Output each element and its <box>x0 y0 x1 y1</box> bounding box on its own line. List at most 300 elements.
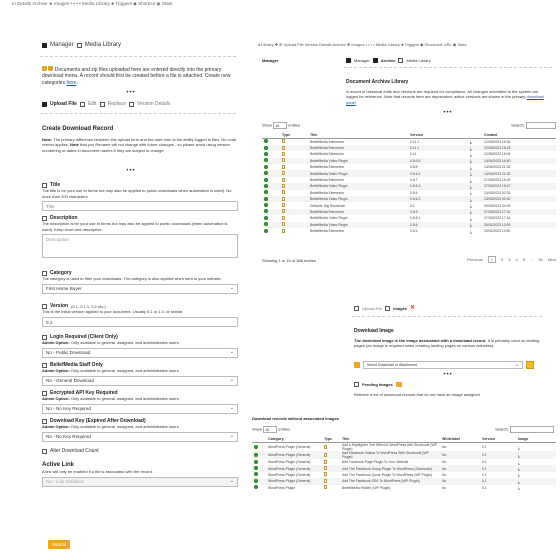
chevron-down-icon: ⌄ <box>229 433 234 440</box>
status-cell <box>262 228 280 234</box>
status-dot-icon <box>264 216 268 220</box>
pager-page[interactable]: 2 <box>501 257 504 262</box>
tab-images[interactable]: Images <box>393 306 408 311</box>
version-cell: 0.8.6.3 <box>408 183 468 189</box>
separator-dots: ••• <box>443 372 453 378</box>
title-cell[interactable]: BeliefMedia Video Plugin <box>308 158 408 164</box>
download-icon[interactable]: ⤓ <box>518 466 520 472</box>
type-cell <box>280 228 308 234</box>
version-cell: 0.8.6.1 <box>410 216 421 221</box>
version-cell: 0.8.6.4 <box>408 170 468 176</box>
archive-summary: Showing 1 to 15 of 388 entries <box>262 258 317 263</box>
title-label: Title <box>50 182 61 188</box>
status-dot-icon <box>264 146 268 150</box>
whitelabel-cell: No <box>442 485 447 490</box>
entries-select[interactable]: 16 <box>273 122 287 129</box>
version-label: Version <box>50 303 69 309</box>
whitelabel-cell: No <box>440 478 480 484</box>
created-cell: 07/03/2023 17:16 <box>484 216 511 221</box>
no-image-table-wrap <box>252 436 556 491</box>
title-cell[interactable]: BeliefMedia Elementor <box>310 190 345 195</box>
download-select[interactable]: Select Download or Attachment ⌄ <box>363 361 523 369</box>
separator-dots: ••• <box>126 90 136 96</box>
download-icon[interactable]: ⤓ <box>470 209 472 215</box>
search-input[interactable] <box>526 122 556 129</box>
column-header[interactable]: Created <box>482 132 556 139</box>
version-cell: 0.1 <box>480 451 516 459</box>
type-cell <box>322 451 340 459</box>
version-cell: 0.1 <box>480 465 516 471</box>
archive-title: Document Archive Library <box>346 79 409 85</box>
description-desc: The description is for your use in forms but may also be applied to public downloads (when automation is used). Keep short and descriptive. <box>42 221 228 232</box>
tab-version-details[interactable]: Version Details <box>136 101 171 107</box>
created-cell: 12/05/2023 16:34 <box>484 139 511 144</box>
download-icon[interactable]: ⤓ <box>470 228 472 234</box>
title-cell[interactable]: BeliefMedia Elementor <box>308 145 408 151</box>
archive-table-wrap <box>262 132 556 234</box>
column-header[interactable]: Version <box>480 436 516 443</box>
version-cell: 0.11 <box>410 152 417 157</box>
created-cell: 12/05/2023 16:18 <box>482 145 556 151</box>
created-cell: 14/04/2023 16:40 <box>482 158 556 164</box>
file-icon <box>324 445 327 449</box>
file-icon <box>324 472 327 476</box>
download-icon[interactable]: ⤓ <box>518 452 520 458</box>
upload-tabs <box>42 101 242 107</box>
title-plus-icon <box>42 183 47 188</box>
version-cell: 0.8.6.2 <box>408 196 468 202</box>
replace-icon <box>100 102 105 107</box>
type-cell <box>322 443 340 452</box>
pager-page[interactable]: 4 <box>515 257 518 262</box>
download-icon[interactable]: ⤓ <box>470 145 472 151</box>
download-image-desc: The download image is the image associated with a download record. It is primarily used on landing pages (an image is required when creating landing pages on various websites). <box>354 338 540 349</box>
image-icon <box>354 362 360 368</box>
chevron-down-icon: ⌄ <box>229 349 234 356</box>
pager-page[interactable]: 26 <box>538 257 543 262</box>
manager-icon <box>42 43 47 48</box>
notice-link[interactable]: here <box>66 79 77 86</box>
version-cell: 0.8.8 <box>410 165 418 170</box>
file-icon <box>282 165 285 169</box>
status-dot-icon <box>254 453 258 457</box>
title-input[interactable]: Title <box>42 201 238 211</box>
category-select[interactable]: First Home Buyer ⌄ <box>42 284 238 294</box>
manager-nav <box>42 42 242 49</box>
download-select-row <box>354 361 542 369</box>
media-library-icon <box>77 43 82 48</box>
category-cell: WordPress Plugin (General) <box>266 451 322 459</box>
download-icon[interactable]: ⤓ <box>470 222 472 228</box>
category-cell: WordPress Plugin (General) <box>266 465 322 471</box>
entries-select[interactable]: 16 <box>263 426 277 433</box>
login-select[interactable]: No - Public Download ⌄ <box>42 348 238 358</box>
chevron-down-icon: ⌄ <box>229 405 234 412</box>
created-cell: 20/01/2023 13:50 <box>484 229 511 234</box>
pending-desc: Retrieve a list of download records that do not have an image assigned. <box>354 392 481 397</box>
status-cell <box>252 443 266 452</box>
version-cell: 0.1 <box>482 445 487 449</box>
created-cell: 27/03/2023 15:47 <box>482 183 556 189</box>
created-cell: 12/05/2023 16:04 <box>484 152 511 157</box>
upload-icon <box>42 102 47 107</box>
type-cell <box>322 485 340 491</box>
active-link-section <box>42 462 238 487</box>
form-title: Create Download Record <box>42 126 114 132</box>
status-dot-icon <box>264 171 268 175</box>
category-cell: WordPress Plugin (General) <box>268 445 311 449</box>
divider <box>352 316 542 317</box>
pager-page: ... <box>529 257 534 262</box>
select-go-button[interactable] <box>526 361 534 369</box>
category-section <box>42 270 238 294</box>
file-icon <box>282 216 285 220</box>
version-cell: 0.11.1 <box>408 145 468 151</box>
expire-label: Download Key (Expired After Download) <box>50 418 146 424</box>
login-section: Login Required (Client Only) Admin Option: Only available to general, assigned, and administrative users. No - Public Download ⌄ <box>42 334 238 358</box>
staff-plus-icon <box>42 363 47 368</box>
version-cell: 0.8.6 <box>408 222 468 228</box>
version-cell: 0.1 <box>482 472 487 477</box>
title-cell[interactable]: BeliefMedia Elementor <box>310 139 345 144</box>
folder-icon-2 <box>48 66 53 71</box>
title-cell[interactable]: BeliefMedia Elementor <box>308 209 408 215</box>
pending-row <box>354 382 402 387</box>
column-header[interactable]: Type <box>280 132 308 139</box>
form-note: Note: The primary difference between this upload form and the user form is the ability logged in files. No code restrict applies. Note that you Rename will not change with future changes - so please avoid using version numbering or dates in document names if they are subject to change. <box>42 137 237 153</box>
nav-media-library[interactable]: Media Library <box>406 58 431 63</box>
divider <box>344 67 552 68</box>
description-label: Description <box>50 215 78 221</box>
category-plus-icon <box>42 271 47 276</box>
api-plus-icon <box>42 391 47 396</box>
status-dot-icon <box>264 152 268 156</box>
version-cell: 0.8.4 <box>410 229 418 234</box>
title-cell[interactable]: BeliefMedia Video Plugin <box>308 222 408 228</box>
nav-manager[interactable]: Manager <box>354 58 370 63</box>
category-cell: WordPress Plugin (General) <box>268 472 311 477</box>
column-header[interactable]: Whitelabel <box>440 436 480 443</box>
table-row[interactable] <box>252 451 556 459</box>
created-cell: 07/03/2023 17:31 <box>482 209 556 215</box>
image-tabs <box>354 306 415 311</box>
version-section <box>42 303 238 327</box>
title-cell[interactable]: BeliefMedia Elementor <box>310 152 345 157</box>
staff-select[interactable]: No - General Download ⌄ <box>42 376 238 386</box>
download-icon[interactable]: ⤓ <box>518 485 520 491</box>
archive-toolbar[interactable]: ♠ Library ✚ ⊕ Upload File Version Details Archive ✖ Images • • • • Media Library ♣ Triggers ◆ Shortcode URL ◉ Stats <box>258 42 467 47</box>
title-cell[interactable]: Add Facebook Videos To WordPress With Shortcode (WP Plugin) <box>340 451 440 459</box>
no-image-panel <box>248 410 560 560</box>
edit-icon <box>80 102 85 107</box>
status-dot-icon <box>254 472 258 476</box>
status-dot-icon <box>264 178 268 182</box>
chevron-down-icon: ⌄ <box>514 361 519 368</box>
version-cell: 0.8.7 <box>410 178 418 183</box>
separator-dots: ••• <box>443 110 453 116</box>
title-cell[interactable]: BeliefMedia Elementor <box>310 178 345 183</box>
status-dot-icon <box>254 485 258 489</box>
pending-plus-icon <box>354 382 359 387</box>
created-cell: 13/03/2023 02:30 <box>482 196 556 202</box>
tab-upload-file[interactable]: Upload File <box>362 306 383 311</box>
tab-upload-file[interactable]: Upload File <box>50 101 77 107</box>
title-cell[interactable]: BeliefMedia Video Plugin <box>308 196 408 202</box>
file-icon <box>282 171 285 175</box>
status-dot-icon <box>254 445 258 449</box>
api-section: Encrypted API Key Required Admin Option: Only available to general, assigned, and administrative users. No - No Key Required ⌄ <box>42 390 238 414</box>
title-cell[interactable]: Add The Facebook SDK To WordPress (WP Plugin) <box>340 478 440 484</box>
file-icon <box>282 209 285 213</box>
created-cell: 09/03/2023 04:39 <box>484 203 511 208</box>
file-icon <box>282 222 285 226</box>
submit-button[interactable]: Submit <box>48 540 70 549</box>
version-cell: 0.1 <box>482 485 487 490</box>
download-icon[interactable]: ⤓ <box>470 196 472 202</box>
active-link-select[interactable]: No - Link Disabled ⌄ <box>42 477 238 487</box>
top-nav-strip[interactable]: In Details Archive ★ Images • • • • Media Library ♣ Triggers ◆ Shortcut ◉ Stats <box>12 1 173 6</box>
status-dot-icon <box>264 165 268 169</box>
download-icon[interactable]: ⤓ <box>470 164 472 170</box>
version-input[interactable]: 0.1 <box>42 317 238 327</box>
download-icon[interactable]: ⤓ <box>470 171 472 177</box>
image-cell <box>516 485 556 491</box>
download-icon[interactable]: ⤓ <box>518 472 520 478</box>
status-dot-icon <box>254 479 258 483</box>
sidebar-label: Manager <box>262 58 279 63</box>
chevron-down-icon: ⌄ <box>229 478 234 485</box>
version-cell: 0.11.2 <box>410 139 420 144</box>
expire-select[interactable]: No - No Key Required ⌄ <box>42 432 238 442</box>
status-dot-icon <box>254 466 258 470</box>
created-cell: 14/04/2023 21:32 <box>482 170 556 176</box>
status-dot-icon <box>264 209 268 213</box>
images-icon <box>385 306 390 311</box>
download-icon[interactable]: ⤓ <box>470 190 472 196</box>
alter-count-label[interactable]: Alter Download Count <box>50 448 99 454</box>
column-header[interactable]: Category <box>266 436 322 443</box>
search-area: Search: <box>511 122 556 129</box>
status-dot-icon <box>264 158 268 162</box>
title-cell[interactable]: BeliefMedia Hidden (WP Plugin) <box>342 485 391 490</box>
download-icon[interactable]: ⤓ <box>518 444 520 450</box>
title-cell[interactable]: BeliefMedia Elementor <box>310 229 345 234</box>
title-cell[interactable]: Add a Highlighter Text Effect to WordPress with Shortcode (WP Plugin) <box>342 443 437 451</box>
created-cell: 27/03/2023 15:49 <box>484 178 511 183</box>
expire-section: Download Key (Expired After Download) Admin Option: Only available to general, assigned, and administrative users. No - No Key Required ⌄ <box>42 418 238 442</box>
download-icon[interactable]: ⤓ <box>470 158 472 164</box>
notice: Documents and zip files uploaded here are entered directly into the primary download menu. A record should first be created before a file is attached. Create new categories here. <box>42 67 231 86</box>
file-icon <box>282 158 285 162</box>
title-cell[interactable]: BeliefMedia Video Plugin <box>308 170 408 176</box>
archive-table <box>262 132 556 234</box>
pending-label: Pending Images <box>362 382 393 387</box>
active-link-desc: A link will only be enabled if a file is associated with the record. <box>42 469 153 475</box>
media-library-icon <box>398 58 403 63</box>
search-area: Search: <box>495 426 554 433</box>
title-cell[interactable]: BeliefMedia Elementor <box>310 165 345 170</box>
folder-icon <box>42 66 47 71</box>
version-plus-icon <box>42 304 47 309</box>
status-dot-icon <box>264 222 268 226</box>
pager-page[interactable]: 3 <box>508 257 511 262</box>
image-cell <box>516 443 556 452</box>
title-cell[interactable]: Add The Facebook Quote Plugin To WordPress (WP Plugin) <box>342 472 433 477</box>
no-image-table <box>252 436 556 491</box>
title-cell[interactable]: BeliefMedia Video Plugin <box>310 216 348 221</box>
title-cell[interactable]: BeliefMedia Video Plugin <box>308 183 408 189</box>
category-label: Category <box>50 270 72 276</box>
separator-dots-2: ••• <box>126 168 136 174</box>
archive-nav <box>346 58 431 63</box>
show-entries: Show 16 entries <box>262 122 301 128</box>
table-row[interactable] <box>252 485 556 491</box>
description-plus-icon <box>42 216 47 221</box>
column-header[interactable]: Image <box>516 436 556 443</box>
created-cell: 14/04/2023 21:33 <box>484 165 511 170</box>
version-cell: 0.1 <box>482 460 487 465</box>
description-textarea[interactable]: Description <box>42 234 238 258</box>
whitelabel-cell: No <box>442 460 447 465</box>
nav-manager[interactable]: Manager <box>50 42 74 48</box>
download-icon[interactable]: ⤓ <box>470 177 472 183</box>
description-section <box>42 215 238 258</box>
status-dot-icon <box>264 184 268 188</box>
archive-pager <box>467 256 556 263</box>
version-cell: 0.8.6 <box>410 190 418 195</box>
file-icon <box>282 178 285 182</box>
file-icon <box>282 152 285 156</box>
whitelabel-cell: No <box>440 451 480 459</box>
api-select[interactable]: No - No Key Required ⌄ <box>42 404 238 414</box>
title-cell[interactable]: Defaults Tag Shortcode <box>310 203 346 208</box>
pager-page[interactable]: 5 <box>522 257 525 262</box>
download-icon[interactable]: ⤓ <box>470 151 472 157</box>
download-icon[interactable]: ⤓ <box>470 183 472 189</box>
archive-panel <box>258 40 560 268</box>
created-cell: 13/03/2023 02:31 <box>484 190 511 195</box>
pending-go-button[interactable] <box>396 382 402 387</box>
download-icon[interactable]: ⤓ <box>470 215 472 221</box>
version-desc: This is the initial version applied to your document. Usually 0.1 or 1.0, or similar. <box>42 309 184 315</box>
title-cell[interactable]: Add The Facebook Group Plugin To WordPress (Shortcode) <box>340 465 440 471</box>
tab-edit[interactable]: Edit <box>87 101 97 107</box>
download-icon[interactable]: ⤓ <box>518 459 520 465</box>
staff-label: BeliefMedia Staff Only <box>50 362 103 368</box>
file-icon <box>324 479 327 483</box>
file-icon <box>282 203 285 207</box>
file-icon <box>282 139 285 143</box>
category-cell: WordPress Plugin (General) <box>266 478 322 484</box>
close-icon[interactable]: ✕ <box>410 305 416 312</box>
chevron-down-icon: ⌄ <box>229 285 234 292</box>
status-dot-icon <box>264 229 268 233</box>
nav-archive[interactable]: Archive <box>380 58 396 63</box>
upload-icon <box>354 306 359 311</box>
archive-icon <box>373 58 378 63</box>
alter-count-icon <box>42 449 47 454</box>
create-download-panel <box>12 0 250 560</box>
title-desc: The title is for your use in forms but may also be applied to public downloads when automation is used). No more than 200 characters. <box>42 188 232 199</box>
file-icon <box>324 460 327 464</box>
file-icon <box>282 184 285 188</box>
search-input[interactable] <box>510 426 554 433</box>
category-cell: WordPress Plugin <box>268 485 296 490</box>
download-panel-link[interactable]: download panel <box>346 94 544 105</box>
status-dot-icon <box>264 197 268 201</box>
chevron-down-icon: ⌄ <box>229 377 234 384</box>
api-label: Encrypted API Key Required <box>50 390 118 396</box>
download-icon[interactable]: ⤓ <box>470 203 472 209</box>
download-image-panel <box>350 300 550 420</box>
version-cell: 0.8.5 <box>408 209 468 215</box>
active-link-label: Active Link <box>42 462 75 468</box>
version-cell: 0.1 <box>410 203 415 208</box>
file-icon <box>282 190 285 194</box>
created-cell: 30/01/2023 13:59 <box>482 222 556 228</box>
pager-previous[interactable]: Previous <box>467 257 483 262</box>
whitelabel-cell: No <box>442 472 447 477</box>
notice-text: Documents and zip files uploaded here are entered directly into the primary download menu. A record should first be created before a file is attached. Create new categories <box>42 67 231 86</box>
file-icon <box>282 197 285 201</box>
expire-plus-icon <box>42 419 47 424</box>
file-icon <box>324 466 327 470</box>
download-image-title: Download Image <box>354 328 394 334</box>
file-icon <box>282 146 285 150</box>
status-dot-icon <box>264 190 268 194</box>
download-cell <box>468 228 482 234</box>
show-entries: Show 16 entries <box>252 426 291 432</box>
category-desc: The category is used to filter your downloads. The category is also applied when sent to your website. <box>42 276 222 282</box>
file-icon <box>324 453 327 457</box>
status-dot-icon <box>254 460 258 464</box>
title-cell[interactable]: Add Facebook Page Plugin To Your Website <box>342 460 409 465</box>
tab-replace[interactable]: Replace <box>107 101 126 107</box>
table-row[interactable] <box>262 228 556 234</box>
download-icon[interactable]: ⤓ <box>518 478 520 484</box>
version-hint: (0.1, 0.1.1, 0.2 etc.) <box>71 303 106 309</box>
alter-count-row[interactable] <box>42 448 99 454</box>
file-icon <box>324 485 327 489</box>
version-details-icon <box>129 102 134 107</box>
no-image-title: Download records without associated images <box>252 416 339 421</box>
staff-section: BeliefMedia Staff Only Admin Option: Only available to general, assigned, and administrative users. No - General Download ⌄ <box>42 362 238 386</box>
whitelabel-cell: No <box>442 445 447 449</box>
image-cell <box>516 451 556 459</box>
table-row[interactable] <box>252 443 556 452</box>
column-header[interactable]: Title <box>340 436 440 443</box>
version-cell: 0.8.6.5 <box>408 158 468 164</box>
divider <box>40 56 236 57</box>
column-header[interactable]: Type <box>322 436 340 443</box>
status-cell <box>252 451 266 459</box>
login-plus-icon <box>42 335 47 340</box>
title-section <box>42 182 238 211</box>
column-header[interactable]: Version <box>408 132 468 139</box>
nav-media-library[interactable]: Media Library <box>84 42 122 48</box>
pager-next[interactable]: Next <box>547 257 556 262</box>
status-cell <box>252 485 266 491</box>
manager-icon <box>346 58 351 63</box>
version-cell: 0.1 <box>480 478 516 484</box>
category-cell: WordPress Plugin (General) <box>268 460 311 465</box>
status-dot-icon <box>264 203 268 207</box>
whitelabel-cell: No <box>440 465 480 471</box>
download-icon[interactable]: ⤓ <box>470 139 472 145</box>
column-header[interactable]: Title <box>308 132 408 139</box>
login-label: Login Required (Client Only) <box>50 334 118 340</box>
pager-page[interactable]: 1 <box>488 256 496 263</box>
